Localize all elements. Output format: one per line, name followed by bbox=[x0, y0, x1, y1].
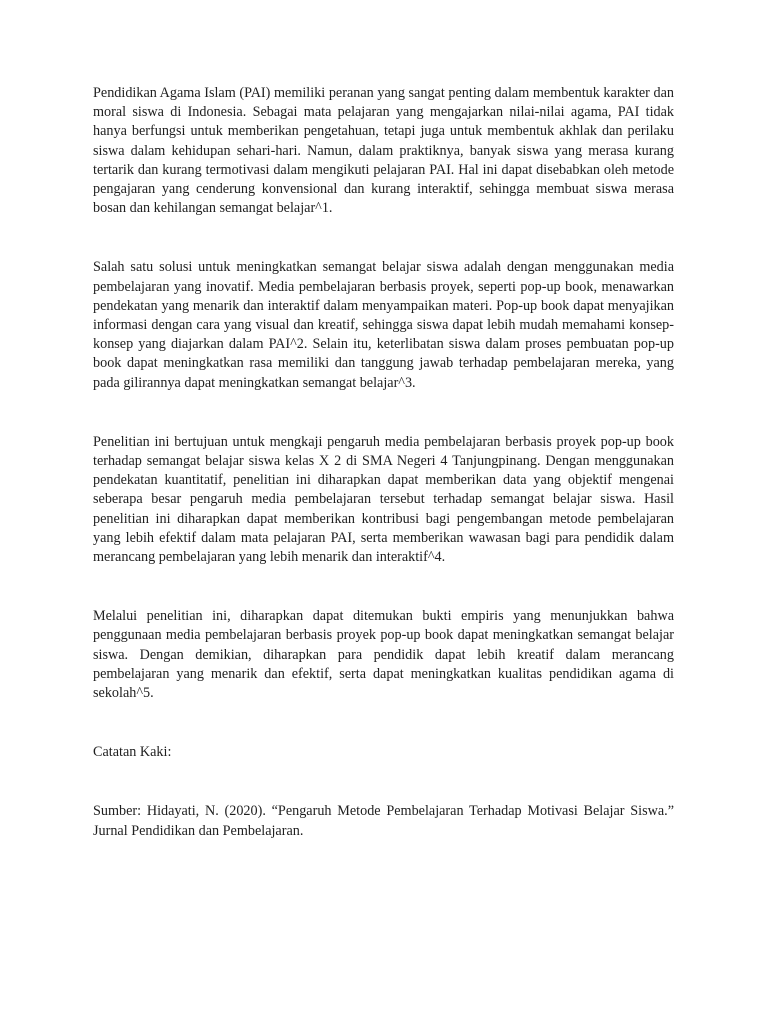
paragraph-spacer bbox=[93, 703, 674, 743]
paragraph-spacer bbox=[93, 218, 674, 258]
paragraph-research-aim: Penelitian ini bertujuan untuk mengkaji pengaruh media pembelajaran berbasis proyek pop-up book terhadap semangat belajar siswa kelas X 2 di SMA Negeri 4 Tanjungpinang. Dengan menggunakan pendekatan kuantitatif, penelitian ini diharapkan dapat memberikan data yang objektif mengenai seberapa besar pengaruh media pembelajaran tersebut terhadap semangat belajar siswa. Hasil penelitian ini diharapkan dapat memberikan kontribusi bagi pengembangan metode pembelajaran yang lebih efektif dalam mata pelajaran PAI, serta memberikan wawasan bagi para pendidik dalam merancang pembelajaran yang lebih menarik dan interaktif^4. bbox=[93, 433, 674, 566]
paragraph-spacer bbox=[93, 762, 674, 802]
footnotes-heading: Catatan Kaki: bbox=[93, 744, 172, 761]
paragraph-introduction: Pendidikan Agama Islam (PAI) memiliki peranan yang sangat penting dalam membentuk karakter dan moral siswa di Indonesia. Sebagai mata pelajaran yang mengajarkan nilai-nilai agama, PAI tidak hanya berfungsi untuk memberikan pengetahuan, tetapi juga untuk membentuk akhlak dan perilaku siswa dalam kehidupan sehari-hari. Namun, dalam praktiknya, banyak siswa yang merasa kurang tertarik dan kurang termotivasi dalam mengikuti pelajaran PAI. Hal ini dapat disebabkan oleh metode pengajaran yang cenderung konvensional dan kurang interaktif, sehingga membuat siswa merasa bosan dan kehilangan semangat belajar^1. bbox=[93, 85, 674, 217]
source-citation: Sumber: Hidayati, N. (2020). “Pengaruh Metode Pembelajaran Terhadap Motivasi Belajar Siswa.” Jurnal Pendidikan dan Pembelajaran. bbox=[93, 803, 674, 839]
document-page bbox=[93, 84, 674, 841]
paragraph-solution: Salah satu solusi untuk meningkatkan semangat belajar siswa adalah dengan menggunakan media pembelajaran yang inovatif. Media pembelajaran berbasis proyek, seperti pop-up book, menawarkan pendekatan yang menarik dan interaktif dalam menyampaikan materi. Pop-up book dapat menyajikan informasi dengan cara yang visual dan kreatif, sehingga siswa dapat lebih mudah memahami konsep-konsep yang diajarkan dalam PAI^2. Selain itu, keterlibatan siswa dalam proses pembuatan pop-up book dapat meningkatkan rasa memiliki dan tanggung jawab terhadap pembelajaran mereka, yang pada gilirannya dapat meningkatkan semangat belajar^3. bbox=[93, 259, 674, 391]
paragraph-expected-outcome: Melalui penelitian ini, diharapkan dapat ditemukan bukti empiris yang menunjukkan bahwa penggunaan media pembelajaran berbasis proyek pop-up book dapat meningkatkan semangat belajar siswa. Dengan demikian, diharapkan para pendidik dapat lebih kreatif dalam merancang pembelajaran yang menarik dan efektif, serta dapat meningkatkan kualitas pendidikan agama di sekolah^5. bbox=[93, 608, 674, 702]
paragraph-spacer bbox=[93, 393, 674, 433]
paragraph-spacer bbox=[93, 567, 674, 607]
